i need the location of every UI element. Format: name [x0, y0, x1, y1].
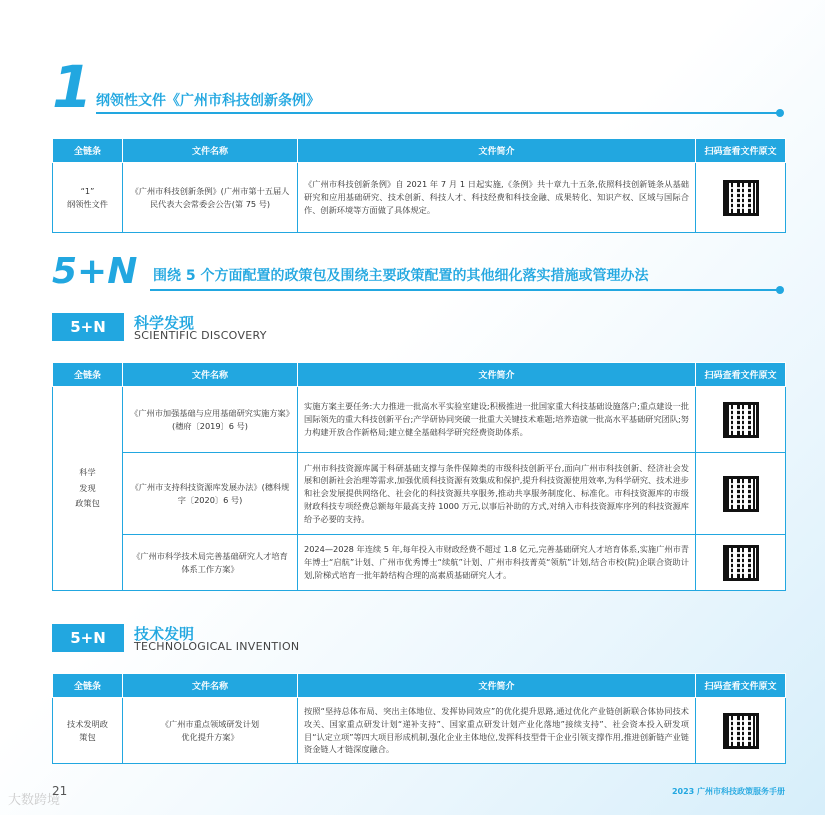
name-cell: 《广州市科技创新条例》(广州市第十五届人民代表大会常委会公告(第 75 号) [123, 163, 298, 233]
table-scientific-discovery [52, 362, 786, 591]
header-name: 文件名称 [123, 363, 298, 387]
section2-rule [150, 289, 780, 291]
header-chain: 全链条 [53, 139, 123, 163]
name-cell: 《广州市重点领域研发计划 优化提升方案》 [123, 698, 298, 764]
header-chain: 全链条 [53, 363, 123, 387]
desc-cell: 2024—2028 年连续 5 年,每年投入市财政经费不超过 1.8 亿元,完善基础研究人才培育体系,实施广州市青年博士“启航”计划、广州市优秀博士“续航”计划、广州市科技菁英“领航”计划,结合市校(院)企联合资助计划,阶梯式培育一批年龄结构合理的高素质基础研究人才。 [298, 535, 696, 591]
table-technological-invention [52, 673, 786, 764]
table-header [53, 674, 786, 698]
header-chain: 全链条 [53, 674, 123, 698]
name-cell: 《广州市科学技术局完善基础研究人才培育体系工作方案》 [123, 535, 298, 591]
section1-rule [96, 112, 780, 114]
watermark: 大数跨境 [8, 793, 61, 808]
qr-code-icon[interactable] [723, 713, 759, 749]
page-number: 21 [52, 784, 68, 798]
header-qr: 扫码查看文件原文 [696, 139, 786, 163]
sub1-title-en: SCIENTIFIC DISCOVERY [134, 329, 267, 342]
name-cell: 《广州市加强基础与应用基础研究实施方案》(穗府〔2019〕6 号) [123, 387, 298, 453]
sub2-title-cn: 技术发明 [134, 625, 195, 643]
header-desc: 文件简介 [298, 363, 696, 387]
section1-title: 纲领性文件《广州市科技创新条例》 [96, 93, 320, 109]
name-cell: 《广州市支持科技资源库发展办法》(穗科规字〔2020〕6 号) [123, 453, 298, 535]
chain-cell: 科学 发现 政策包 [53, 387, 123, 591]
header-qr: 扫码查看文件原文 [696, 363, 786, 387]
qr-cell[interactable] [696, 698, 786, 764]
section2-number: 5+N [52, 251, 138, 292]
desc-cell: 《广州市科技创新条例》自 2021 年 7 月 1 日起实施,《条例》共十章九十五条,依照科技创新链条从基础研究和应用基础研究、技术创新、科技人才、科技经费和科技金融、成果转化、知识产权、区域与国际合作、创新环境等方面做了具体规定。 [298, 163, 696, 233]
qr-cell[interactable] [696, 453, 786, 535]
table-row [53, 698, 786, 764]
desc-cell: 广州市科技资源库属于科研基础支撑与条件保障类的市级科技创新平台,面向广州市科技创新、经济社会发展和创新社会治理等需求,加强优质科技资源有效集成和保护,提升科技资源使用效率,为科学研究、技术进步和社会发展提供网络化、社会化的科技资源共享服务,推动共享服务制度化、标准化。市科技资源库的市级财政科技专项经费总额每年最高支持 1000 万元,以事后补助的方式,对纳入市科技资源库序列的科技资源库给予必要的支持。 [298, 453, 696, 535]
sub2-title-en: TECHNOLOGICAL INVENTION [134, 640, 300, 653]
table-outline-document [52, 138, 786, 233]
section1-number: 1 [52, 53, 93, 121]
table-row [53, 163, 786, 233]
qr-code-icon[interactable] [723, 476, 759, 512]
header-desc: 文件简介 [298, 674, 696, 698]
desc-cell: 按照“坚持总体布局、突出主体地位、发挥协同效应”的优化提升思路,通过优化产业链创新联合体协同技术攻关、国家重点研发计划“递补支持”、国家重点研发计划产业化落地”接续支持”、社会资本投入研发项目“认定立项”等四大项目形成机制,强化企业主体地位,发挥科技型骨干企业引领支撑作用,推进创新链产业链资金链人才链深度融合。 [298, 698, 696, 764]
sub1-badge: 5+N [52, 313, 124, 341]
handbook-title: 2023 广州市科技政策服务手册 [671, 787, 785, 796]
sub1-title-cn: 科学发现 [134, 314, 195, 332]
chain-cell: 技术发明政 策包 [53, 698, 123, 764]
qr-cell[interactable] [696, 387, 786, 453]
table-row [53, 387, 786, 453]
section2-title: 围绕 5 个方面配置的政策包及围绕主要政策配置的其他细化落实措施或管理办法 [153, 268, 649, 284]
qr-code-icon[interactable] [723, 402, 759, 438]
header-name: 文件名称 [123, 139, 298, 163]
header-name: 文件名称 [123, 674, 298, 698]
table-row [53, 453, 786, 535]
qr-code-icon[interactable] [723, 545, 759, 581]
desc-cell: 实施方案主要任务:大力推进一批高水平实验室建设;积极推进一批国家重大科技基础设施落户;重点建设一批国际领先的重大科技创新平台;产学研协同突破一批重大关键技术难题;培养造就一批高水平基础研究团队;努力构建开放合作新格局;建立健全基础科学研究经费资助体系。 [298, 387, 696, 453]
sub2-badge: 5+N [52, 624, 124, 652]
qr-code-icon[interactable] [723, 180, 759, 216]
chain-cell: “1” 纲领性文件 [53, 163, 123, 233]
qr-cell[interactable] [696, 163, 786, 233]
header-qr: 扫码查看文件原文 [696, 674, 786, 698]
table-header [53, 363, 786, 387]
qr-cell[interactable] [696, 535, 786, 591]
header-desc: 文件简介 [298, 139, 696, 163]
table-header [53, 139, 786, 163]
table-row [53, 535, 786, 591]
